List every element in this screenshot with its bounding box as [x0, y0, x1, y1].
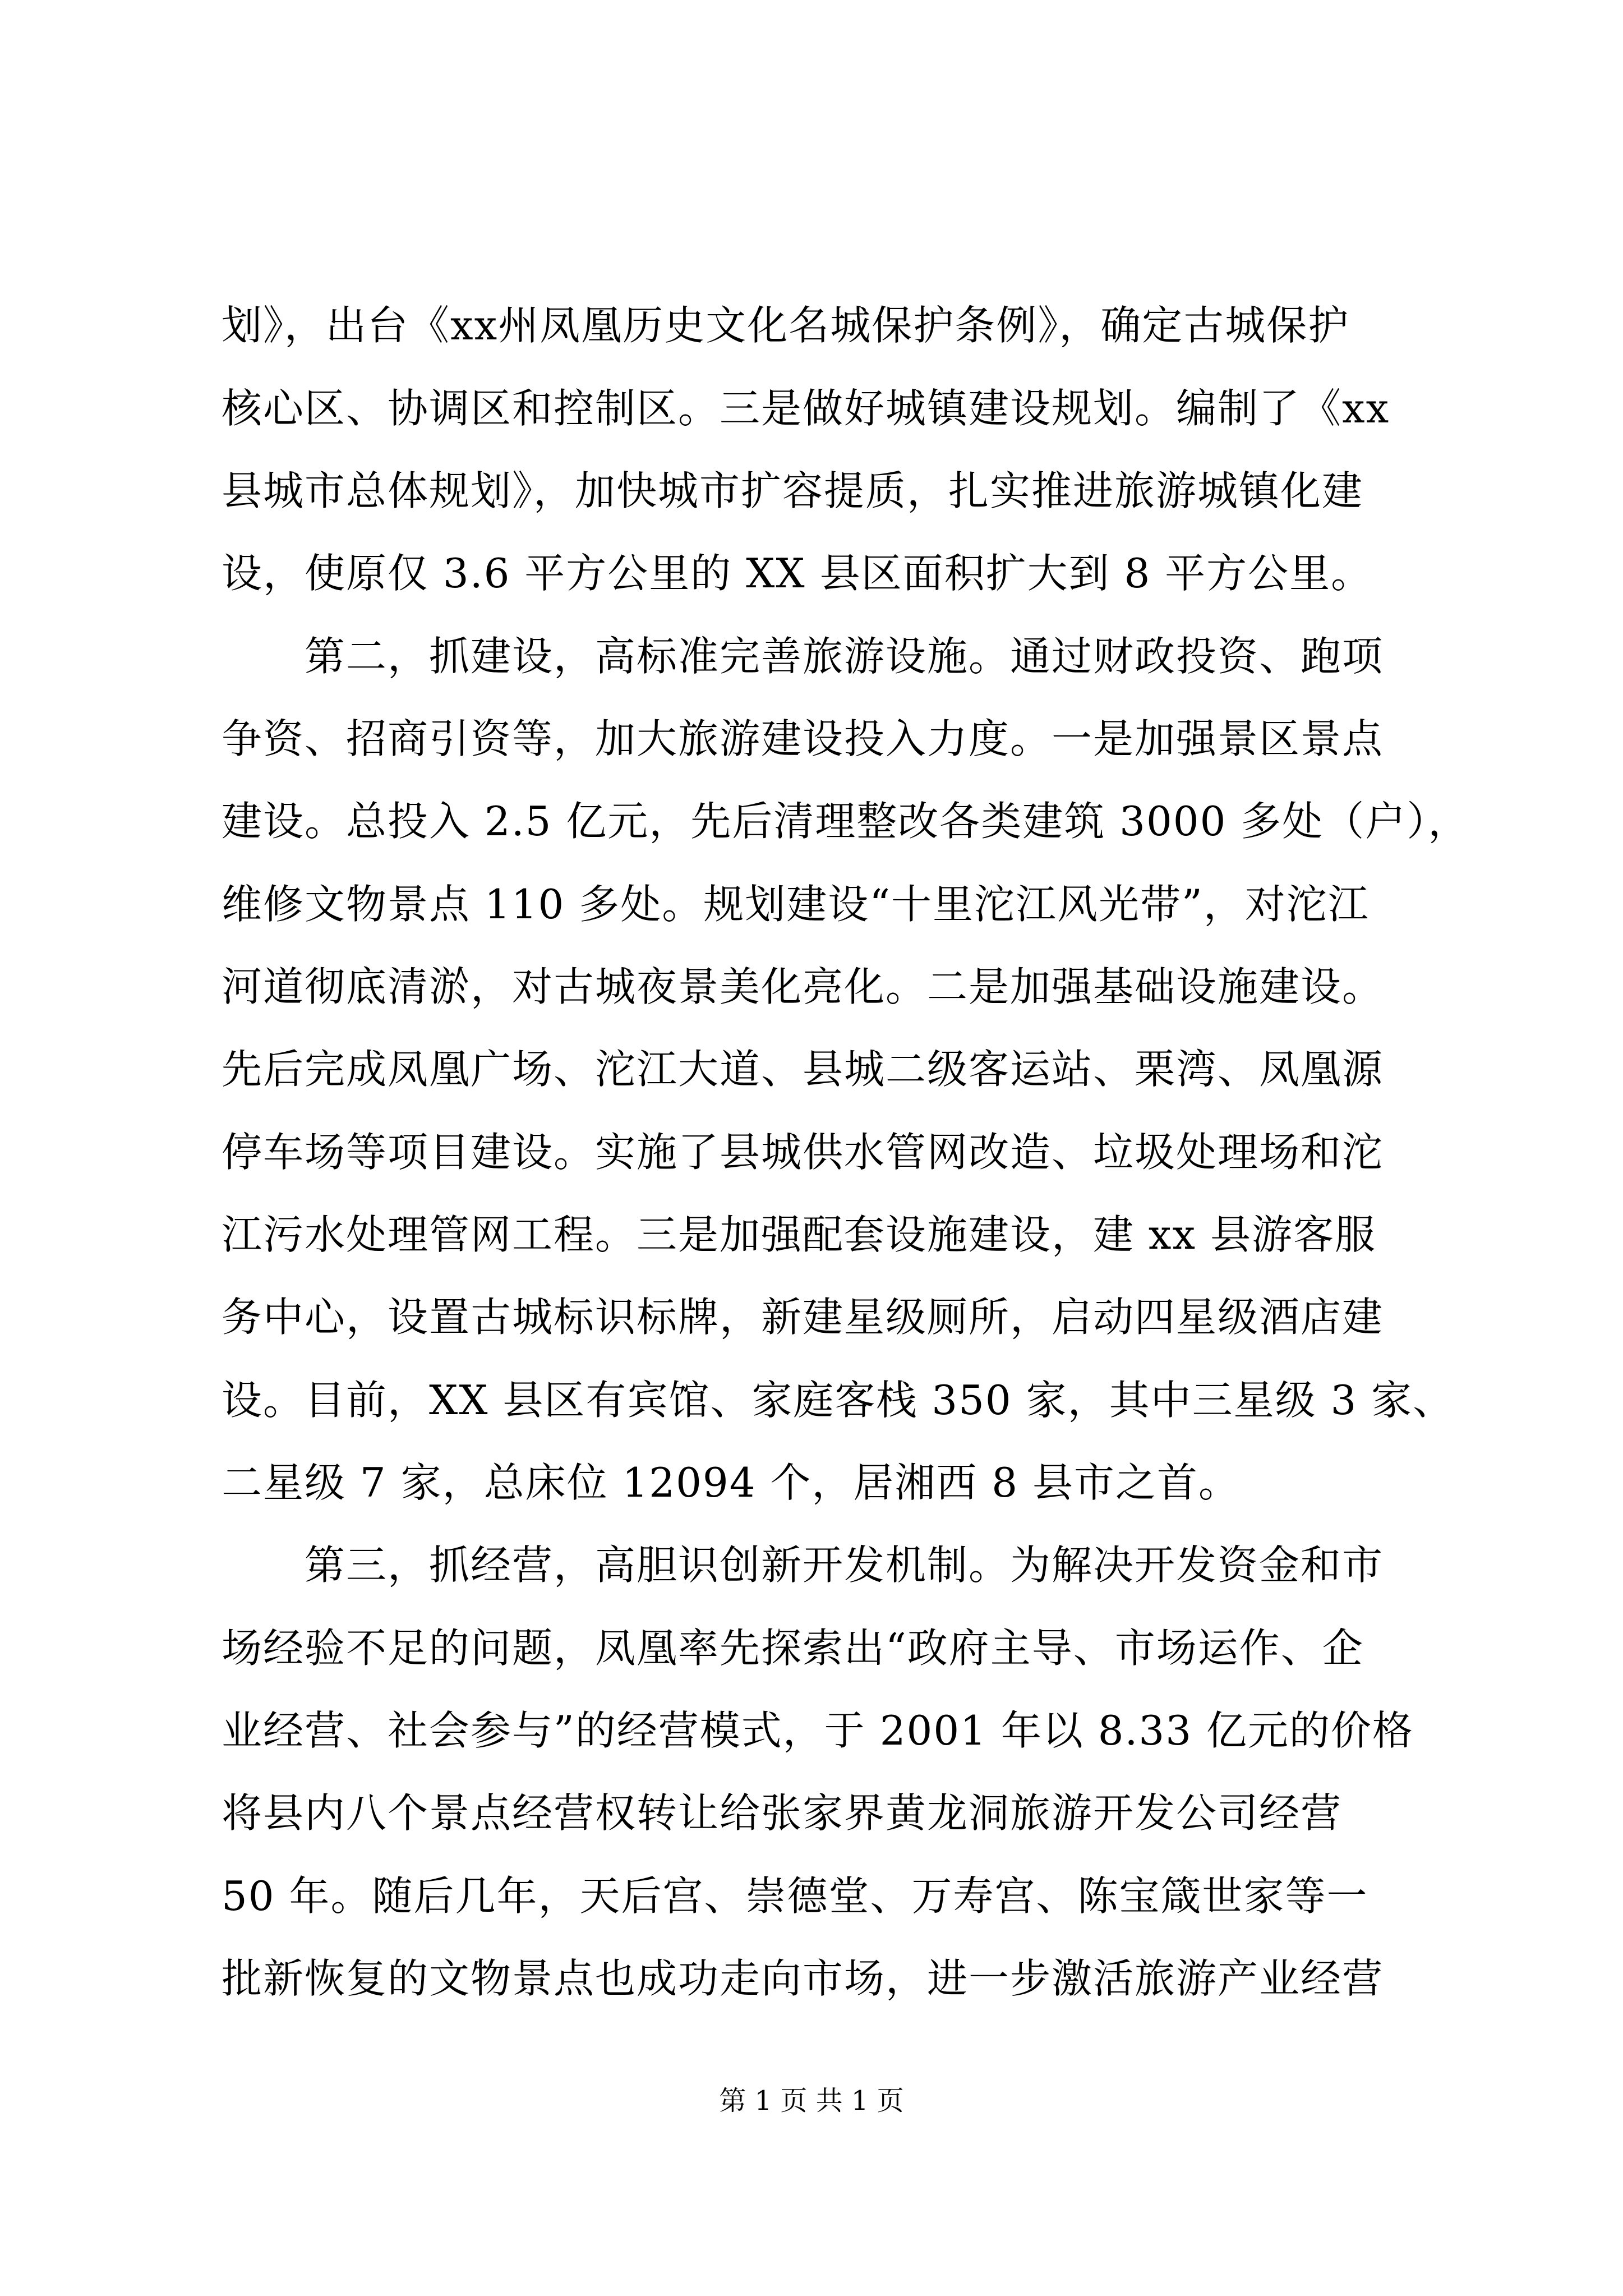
body-line: 停车场等项目建设。实施了县城供水管网改造、垃圾处理场和沱	[222, 1129, 1384, 1176]
body-line: 将县内八个景点经营权转让给张家界黄龙洞旅游开发公司经营	[222, 1789, 1343, 1837]
body-line: 50 年。随后几年，天后宫、崇德堂、万寿宫、陈宝箴世家等一	[222, 1872, 1368, 1920]
body-line: 务中心，设置古城标识标牌，新建星级厕所，启动四星级酒店建	[222, 1294, 1384, 1341]
body-line: 划》，出台《xx州凤凰历史文化名城保护条例》，确定古城保护	[222, 302, 1350, 349]
body-line: 江污水处理管网工程。三是加强配套设施建设，建 xx 县游客服	[222, 1211, 1376, 1258]
body-line: 维修文物景点 110 多处。规划建设“十里沱江风光带”，对沱江	[222, 881, 1370, 928]
body-line: 设。目前，XX 县区有宾馆、家庭客栈 350 家，其中三星级 3 家、	[222, 1377, 1455, 1424]
body-line: 核心区、协调区和控制区。三是做好城镇建设规划。编制了《xx	[222, 385, 1390, 432]
body-line: 二星级 7 家，总床位 12094 个，居湘西 8 县市之首。	[222, 1459, 1240, 1506]
body-line: 场经验不足的问题，凤凰率先探索出“政府主导、市场运作、企	[222, 1625, 1364, 1672]
paragraph-start-line: 第二，抓建设，高标准完善旅游设施。通过财政投资、跑项	[222, 633, 1384, 680]
body-line: 争资、招商引资等，加大旅游建设投入力度。一是加强景区景点	[222, 715, 1384, 762]
body-line: 河道彻底清淤，对古城夜景美化亮化。二是加强基础设施建设。	[222, 963, 1384, 1010]
body-line: 批新恢复的文物景点也成功走向市场，进一步激活旅游产业经营	[222, 1955, 1384, 2002]
paragraph-start-line: 第三，抓经营，高胆识创新开发机制。为解决开发资金和市	[222, 1542, 1384, 1589]
body-line: 县城市总体规划》，加快城市扩容提质，扎实推进旅游城镇化建	[222, 467, 1364, 514]
body-line: 设，使原仅 3.6 平方公里的 XX 县区面积扩大到 8 平方公里。	[222, 550, 1373, 597]
body-line: 建设。总投入 2.5 亿元，先后清理整改各类建筑 3000 多处（户），	[222, 798, 1470, 845]
body-line: 先后完成凤凰广场、沱江大道、县城二级客运站、栗湾、凤凰源	[222, 1046, 1384, 1093]
body-line: 业经营、社会参与”的经营模式，于 2001 年以 8.33 亿元的价格	[222, 1707, 1414, 1754]
page-number-footer: 第 1 页 共 1 页	[719, 2085, 904, 2116]
